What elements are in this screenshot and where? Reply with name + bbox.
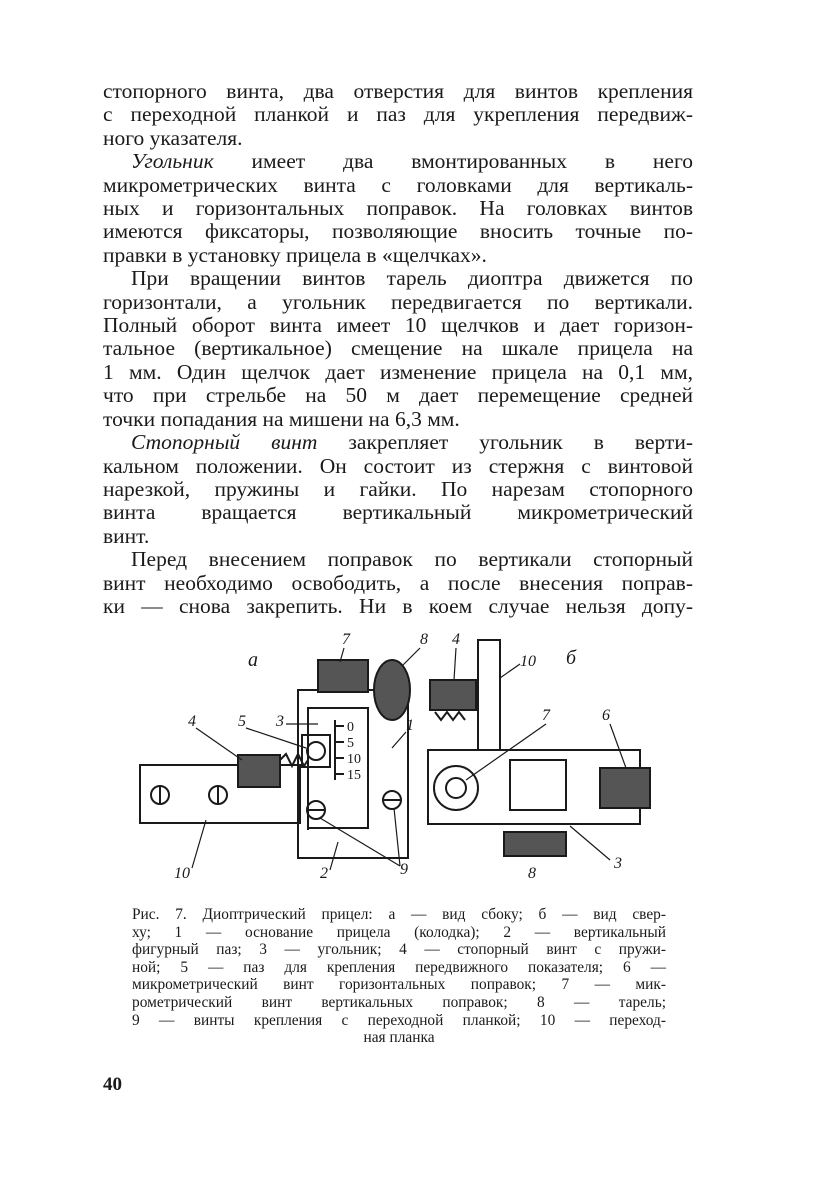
text-line: винт необходимо освободить, а после внесения поправ-	[103, 570, 693, 595]
callout-4b: 4	[452, 631, 460, 648]
text-line: При вращении винтов тарель диоптра движется по	[131, 266, 693, 291]
spring-b	[435, 712, 465, 720]
text-line: нарезкой, пружины и гайки. По нарезам стопорного	[103, 476, 693, 501]
text-line: имеются фиксаторы, позволяющие вносить точные по-	[103, 219, 693, 244]
caption-line: 9 — винты крепления с переходной планкой; 10 — переход-	[132, 1011, 666, 1029]
view-label-a: а	[248, 649, 258, 671]
text-line: ных и горизонтальных поправок. На головках винтов	[103, 196, 693, 221]
leader-line	[330, 842, 338, 870]
leader-line	[500, 664, 520, 678]
text-line: горизонтали, а угольник передвигается по вертикали.	[103, 289, 693, 314]
knurled-knob-4b	[430, 680, 476, 710]
text-line: винт.	[103, 523, 150, 548]
term-italic: Стопорный винт	[131, 430, 318, 455]
scale-label: 0	[347, 720, 354, 735]
callout-3: 3	[276, 713, 284, 730]
text-line: Полный оборот винта имеет 10 щелчков и дает горизон-	[103, 313, 693, 338]
text-line: что при стрельбе на 50 м дает перемещение средней	[103, 383, 693, 408]
callout-1: 1	[406, 717, 414, 734]
scale-label: 15	[347, 768, 361, 783]
paragraph-5	[103, 548, 693, 618]
text-line: Перед внесением поправок по вертикали стопорный	[131, 547, 693, 572]
body-text	[103, 80, 693, 618]
scale-label: 10	[347, 752, 361, 767]
caption-line: ху; 1 — основание прицела (колодка); 2 — вертикальный	[132, 923, 666, 941]
screw-head	[307, 742, 325, 760]
page-number: 40	[103, 1074, 122, 1095]
knurled-knob-6	[600, 768, 650, 808]
callout-3b: 3	[614, 855, 622, 872]
diopter-sight-figure	[130, 620, 690, 900]
text-line: ного указателя.	[103, 125, 243, 150]
leader-line	[610, 724, 626, 768]
diopter-disc-8b	[504, 832, 566, 856]
callout-2: 2	[320, 865, 328, 882]
text-line: кальном положении. Он состоит из стержня с винтовой	[103, 453, 693, 478]
callout-9: 9	[400, 861, 408, 878]
leader-line	[402, 648, 420, 666]
caption-line: Рис. 7. Диоптрический прицел: а — вид сбоку; б — вид свер-	[132, 906, 666, 923]
callout-4: 4	[188, 713, 196, 730]
leader-line	[454, 648, 456, 680]
text-line: правки в установку прицела в «щелчках».	[103, 242, 487, 267]
text-line	[103, 150, 693, 173]
view-label-b: б	[566, 647, 577, 669]
knurled-knob-4	[238, 755, 280, 787]
paragraph-1	[103, 80, 693, 150]
leader-line	[392, 732, 406, 748]
caption-line: рометрический винт вертикальных поправок; 8 — тарель;	[132, 993, 666, 1011]
caption-line: ной; 5 — паз для крепления передвижного показателя; 6 —	[132, 958, 666, 976]
callout-10: 10	[174, 865, 190, 882]
micrometer-housing	[510, 760, 566, 810]
leader-line	[570, 826, 610, 860]
leader-line	[192, 820, 206, 868]
text-line: тальное (вертикальное) смещение на шкале прицела на	[103, 336, 693, 361]
callout-8: 8	[420, 631, 428, 648]
callout-10b: 10	[520, 653, 536, 670]
caption-line: ная планка	[363, 1029, 435, 1047]
callout-7b: 7	[542, 707, 550, 724]
text-line: ки — снова закрепить. Ни в коем случае нельзя допу-	[103, 593, 693, 618]
scale-label: 5	[347, 736, 354, 751]
eyepiece-aperture	[446, 778, 466, 798]
diopter-disc-8	[374, 660, 410, 720]
caption-line: фигурный паз; 3 — угольник; 4 — стопорный винт с пружи-	[132, 941, 666, 959]
text-line: с переходной планкой и паз для укрепления передвиж-	[103, 102, 693, 127]
figure-caption	[132, 906, 666, 1047]
text-line: стопорного винта, два отверстия для винтов крепления	[103, 79, 693, 103]
callout-5: 5	[238, 713, 246, 730]
paragraph-4	[103, 431, 693, 548]
paragraph-2	[103, 150, 693, 267]
callout-6: 6	[602, 707, 610, 724]
text-line: точки попадания на мишени на 6,3 мм.	[103, 406, 460, 431]
adapter-plate-b	[478, 640, 500, 750]
text-line: винта вращается вертикальный микрометрический	[103, 500, 693, 525]
figure-drawing	[130, 620, 690, 900]
text-line: микрометрических винта с головками для вертикаль-	[103, 172, 693, 197]
callout-8b: 8	[528, 865, 536, 882]
knurled-knob-7	[318, 660, 368, 692]
diopter-eyepiece	[434, 766, 478, 810]
term-italic: Угольник	[131, 149, 214, 174]
leader-line	[196, 728, 242, 760]
callout-7: 7	[342, 631, 350, 648]
text-line	[103, 431, 693, 454]
text-line: 1 мм. Один щелчок дает изменение прицела на 0,1 мм,	[103, 359, 693, 384]
text-fragment: закрепляет угольник в верти-	[317, 430, 693, 455]
text-fragment: имеет два вмонтированных в него	[213, 149, 693, 174]
caption-line: микрометрический винт горизонтальных поправок; 7 — мик-	[132, 976, 666, 994]
paragraph-3	[103, 267, 693, 431]
